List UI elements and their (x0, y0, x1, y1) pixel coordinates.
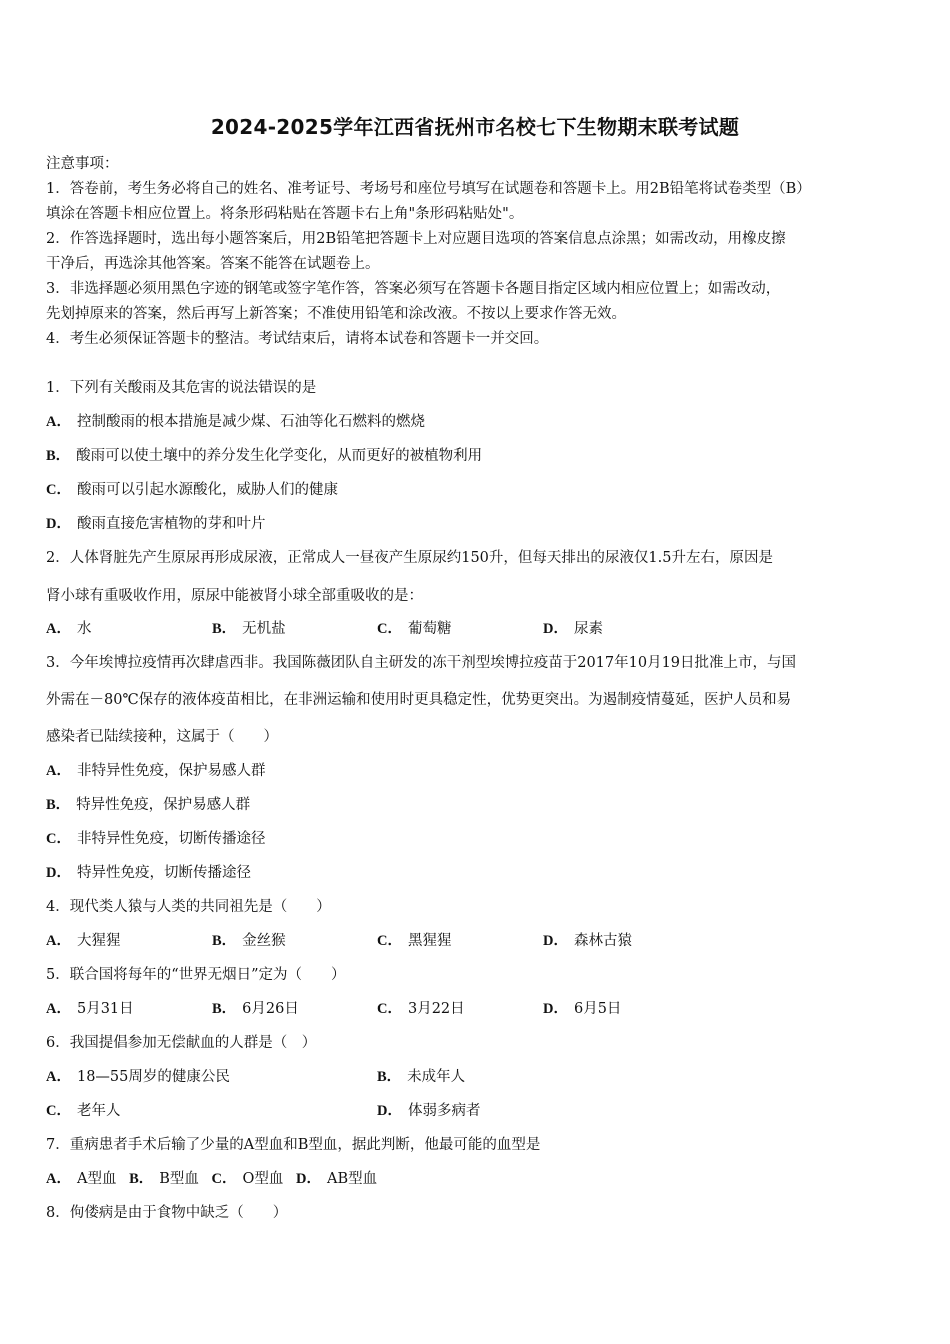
option-text: 大猩猩 (76, 933, 121, 949)
q4-option-d (543, 929, 632, 950)
option-label: C． (46, 482, 71, 498)
q3-option-c (46, 827, 265, 848)
q5-option-b (212, 997, 299, 1018)
option-label: C． (46, 831, 71, 847)
option-label: D． (46, 516, 71, 532)
option-text: 黑猩猩 (407, 933, 452, 949)
option-text: 5月31日 (76, 1001, 134, 1017)
notice-line: 2．作答选择题时，选出每小题答案后，用2B铅笔把答题卡上对应题目选项的答案信息点涂黑；如需改动，用橡皮擦 (46, 231, 786, 247)
option-label: D． (543, 1001, 568, 1017)
question-3-stem: 感染者已陆续接种，这属于（ ） (46, 729, 278, 745)
option-text: 无机盐 (242, 621, 286, 637)
option-text: A型血 (76, 1171, 117, 1187)
option-text: AB型血 (326, 1171, 378, 1187)
q4-option-b (212, 929, 286, 950)
question-3-stem: 3．今年埃博拉疫情再次肆虐西非。我国陈薇团队自主研发的冻干剂型埃博拉疫苗于2017年10月19日批准上市，与国 (46, 655, 797, 671)
option-text: 特异性免疫，切断传播途径 (76, 865, 251, 881)
q2-option-d (543, 617, 603, 638)
option-text: 尿素 (573, 621, 603, 637)
option-label: B． (212, 1001, 237, 1017)
page-title: 2024-2025学年江西省抚州市名校七下生物期末联考试题 (210, 115, 740, 139)
notice-line: 4．考生必须保证答题卡的整洁。考试结束后，请将本试卷和答题卡一并交回。 (46, 331, 549, 347)
q2-option-b (212, 617, 286, 638)
q5-option-a (46, 997, 134, 1018)
question-5-stem: 5．联合国将每年的“世界无烟日”定为（ ） (46, 967, 346, 983)
q4-option-a (46, 929, 120, 950)
option-label: D． (543, 933, 568, 949)
q3-option-a (46, 759, 265, 780)
option-text: 葡萄糖 (407, 621, 452, 637)
option-label: A． (46, 763, 71, 779)
option-label: C． (377, 1001, 402, 1017)
q1-option-c (46, 478, 338, 499)
option-text: 非特异性免疫，切断传播途径 (76, 831, 266, 847)
option-label: A． (46, 1069, 71, 1085)
q5-option-d (543, 997, 621, 1018)
option-text: 金丝猴 (242, 933, 286, 949)
q6-option-b (377, 1065, 465, 1086)
option-text: 18—55周岁的健康公民 (76, 1069, 230, 1085)
q1-option-d (46, 512, 265, 533)
notice-line: 填涂在答题卡相应位置上。将条形码粘贴在答题卡右上角"条形码粘贴处"。 (46, 206, 524, 222)
option-label: C． (377, 621, 402, 637)
question-6-stem: 6．我国提倡参加无偿献血的人群是（ ） (46, 1035, 317, 1051)
option-text: 未成年人 (407, 1069, 466, 1085)
option-text: 3月22日 (407, 1001, 465, 1017)
option-text: 酸雨直接危害植物的芽和叶片 (76, 516, 266, 532)
option-label: A． (46, 621, 71, 637)
option-label: D． (543, 621, 568, 637)
option-text: 控制酸雨的根本措施是减少煤、石油等化石燃料的燃烧 (76, 414, 425, 430)
q3-option-b (46, 793, 250, 814)
question-2-stem: 肾小球有重吸收作用，原尿中能被肾小球全部重吸收的是： (46, 588, 423, 604)
option-label: B． (129, 1171, 154, 1187)
option-text: 森林古猿 (573, 933, 632, 949)
option-label: D． (296, 1171, 321, 1187)
option-label: C． (46, 1103, 71, 1119)
option-label: B． (46, 448, 71, 464)
option-label: C． (211, 1171, 237, 1187)
notice-line: 先划掉原来的答案，然后再写上新答案；不准使用铅笔和涂改液。不按以上要求作答无效。 (46, 306, 626, 322)
option-label: B． (377, 1069, 402, 1085)
q4-option-c (377, 929, 451, 950)
option-label: A． (46, 1001, 71, 1017)
option-text: 6月26日 (242, 1001, 299, 1017)
question-1-stem: 1．下列有关酸雨及其危害的说法错误的是 (46, 380, 317, 396)
notice-line: 3．非选择题必须用黑色字迹的钢笔或签字笔作答，答案必须写在答题卡各题目指定区域内相应位置上；如需改动， (46, 281, 781, 297)
option-label: D． (377, 1103, 402, 1119)
option-text: 非特异性免疫，保护易感人群 (76, 763, 266, 779)
q3-option-d (46, 861, 251, 882)
q6-option-a (46, 1065, 230, 1086)
option-label: A． (46, 1171, 71, 1187)
question-4-stem: 4．现代类人猿与人类的共同祖先是（ ） (46, 899, 331, 915)
notice-heading: 注意事项： (46, 156, 119, 172)
option-label: C． (377, 933, 402, 949)
option-label: B． (212, 621, 237, 637)
option-text: 6月5日 (573, 1001, 622, 1017)
q6-option-c (46, 1099, 120, 1120)
question-2-stem: 2．人体肾脏先产生原尿再形成尿液，正常成人一昼夜产生原尿约150升，但每天排出的尿液仅1.5升左右，原因是 (46, 550, 773, 566)
q6-option-d (377, 1099, 480, 1120)
option-label: B． (46, 797, 71, 813)
option-label: A． (46, 414, 71, 430)
q2-option-c (377, 617, 451, 638)
option-text: 体弱多病者 (407, 1103, 481, 1119)
option-label: A． (46, 933, 71, 949)
q2-option-a (46, 617, 91, 638)
question-8-stem: 8．佝偻病是由于食物中缺乏（ ） (46, 1205, 288, 1221)
option-text: O型血 (242, 1171, 284, 1187)
notice-line: 1．答卷前，考生务必将自己的姓名、准考证号、考场号和座位号填写在试题卷和答题卡上。用2B铅笔将试卷类型（B） (46, 181, 811, 197)
option-text: 老年人 (76, 1103, 121, 1119)
option-label: D． (46, 865, 71, 881)
option-text: 酸雨可以使土壤中的养分发生化学变化，从而更好的被植物利用 (76, 448, 483, 464)
option-label: B． (212, 933, 237, 949)
notice-line: 干净后，再选涂其他答案。答案不能答在试题卷上。 (46, 256, 380, 272)
q5-option-c (377, 997, 465, 1018)
option-text: 特异性免疫，保护易感人群 (76, 797, 251, 813)
q7-options-row (46, 1167, 377, 1188)
option-text: 水 (76, 621, 92, 637)
q1-option-a (46, 410, 425, 431)
q1-option-b (46, 444, 482, 465)
option-text: B型血 (159, 1171, 199, 1187)
question-3-stem: 外需在－80℃保存的液体疫苗相比，在非洲运输和使用时更具稳定性，优势更突出。为遏制疫情蔓延，医护人员和易 (46, 692, 792, 708)
option-text: 酸雨可以引起水源酸化，威胁人们的健康 (76, 482, 338, 498)
question-7-stem: 7．重病患者手术后输了少量的A型血和B型血，据此判断，他最可能的血型是 (46, 1137, 541, 1153)
